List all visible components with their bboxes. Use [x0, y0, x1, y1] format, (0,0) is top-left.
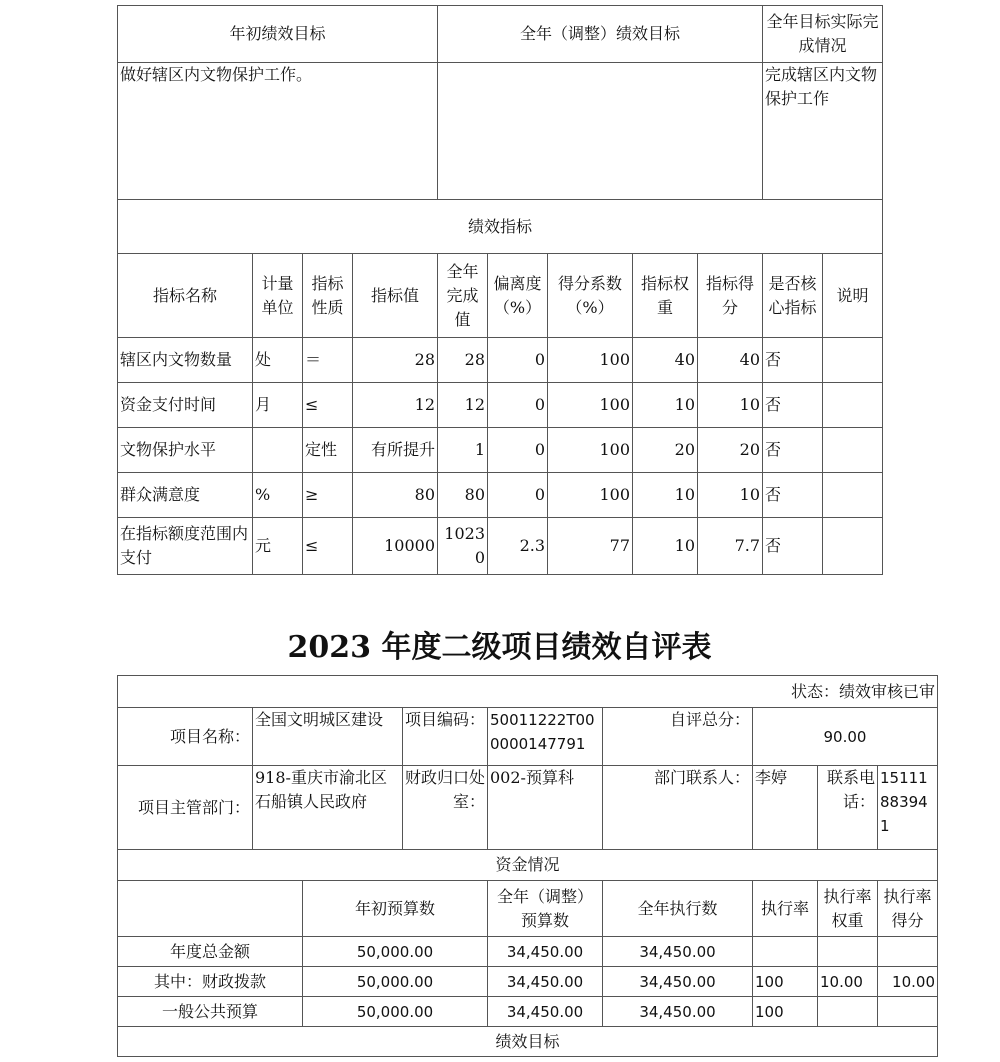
header-note: 说明	[823, 254, 883, 338]
indicator-unit: 处	[253, 338, 303, 383]
header-rate-score: 执行率得分	[878, 881, 938, 937]
indicator-weight: 40	[633, 338, 698, 383]
project-code-value: 50011222T000000147791	[488, 708, 603, 766]
header-indicator-name: 指标名称	[118, 254, 253, 338]
header-executed: 全年执行数	[603, 881, 753, 937]
indicator-score: 7.7	[698, 518, 763, 575]
table-row	[118, 997, 938, 1027]
fund-score	[878, 937, 938, 967]
indicator-deviation: 0	[488, 383, 548, 428]
dept-label: 项目主管部门：	[118, 766, 253, 850]
indicator-coefficient: 100	[548, 473, 633, 518]
table-row	[118, 383, 883, 428]
indicator-deviation: 2.3	[488, 518, 548, 575]
indicator-weight: 20	[633, 428, 698, 473]
indicator-score: 10	[698, 383, 763, 428]
indicator-name: 辖区内文物数量	[118, 338, 253, 383]
indicator-nature: ≤	[303, 383, 353, 428]
header-adjusted-budget: 全年（调整）预算数	[488, 881, 603, 937]
indicator-weight: 10	[633, 473, 698, 518]
indicator-target: 有所提升	[353, 428, 438, 473]
initial-goal-header: 年初绩效目标	[118, 6, 438, 63]
indicator-done: 1	[438, 428, 488, 473]
indicator-coefficient: 100	[548, 428, 633, 473]
project-self-evaluation-table	[117, 675, 938, 1057]
goals-section-title: 绩效目标	[118, 1027, 938, 1057]
funds-header-blank	[118, 881, 303, 937]
header-score: 指标得分	[698, 254, 763, 338]
indicator-core: 否	[763, 338, 823, 383]
indicator-unit: 月	[253, 383, 303, 428]
indicator-name: 在指标额度范围内支付	[118, 518, 253, 575]
fund-initial: 50,000.00	[303, 967, 488, 997]
indicator-unit	[253, 428, 303, 473]
header-nature: 指标性质	[303, 254, 353, 338]
indicator-deviation: 0	[488, 338, 548, 383]
header-target-value: 指标值	[353, 254, 438, 338]
project-name-value: 全国文明城区建设	[253, 708, 403, 766]
indicator-score: 40	[698, 338, 763, 383]
project-name-label: 项目名称：	[118, 708, 253, 766]
finance-office-value: 002-预算科	[488, 766, 603, 850]
fund-executed: 34,450.00	[603, 937, 753, 967]
table-row	[118, 518, 883, 575]
fund-row-label: 一般公共预算	[118, 997, 303, 1027]
self-score-label: 自评总分：	[603, 708, 753, 766]
header-unit: 计量单位	[253, 254, 303, 338]
indicator-deviation: 0	[488, 473, 548, 518]
table-row	[118, 937, 938, 967]
indicator-name: 资金支付时间	[118, 383, 253, 428]
indicator-deviation: 0	[488, 428, 548, 473]
fund-rate	[753, 937, 818, 967]
fund-initial: 50,000.00	[303, 997, 488, 1027]
table-row	[118, 338, 883, 383]
header-execution-rate: 执行率	[753, 881, 818, 937]
table-row	[118, 967, 938, 997]
indicator-target: 12	[353, 383, 438, 428]
fund-weight: 10.00	[818, 967, 878, 997]
indicator-target: 10000	[353, 518, 438, 575]
funds-header-row	[118, 881, 938, 937]
indicator-done: 80	[438, 473, 488, 518]
actual-completion-text: 完成辖区内文物保护工作	[763, 63, 883, 200]
indicator-name: 群众满意度	[118, 473, 253, 518]
indicator-coefficient: 100	[548, 338, 633, 383]
fund-weight	[818, 937, 878, 967]
phone-value: 15111883941	[878, 766, 938, 850]
indicator-target: 80	[353, 473, 438, 518]
fund-rate: 100	[753, 967, 818, 997]
fund-adjusted: 34,450.00	[488, 997, 603, 1027]
header-score-coefficient: 得分系数（%）	[548, 254, 633, 338]
indicator-coefficient: 100	[548, 383, 633, 428]
indicator-note	[823, 473, 883, 518]
indicator-done: 10230	[438, 518, 488, 575]
fund-weight	[818, 997, 878, 1027]
indicators-section-title: 绩效指标	[118, 200, 883, 254]
adjusted-goal-header: 全年（调整）绩效目标	[438, 6, 763, 63]
indicator-note	[823, 518, 883, 575]
status-badge: 状态：绩效审核已审	[118, 676, 938, 708]
header-completed-value: 全年完成值	[438, 254, 488, 338]
funds-section-title: 资金情况	[118, 850, 938, 881]
indicator-core: 否	[763, 518, 823, 575]
fund-row-label: 年度总金额	[118, 937, 303, 967]
fund-rate: 100	[753, 997, 818, 1027]
indicator-done: 28	[438, 338, 488, 383]
self-score-value: 90.00	[753, 708, 938, 766]
indicator-score: 20	[698, 428, 763, 473]
fund-executed: 34,450.00	[603, 967, 753, 997]
fund-score	[878, 997, 938, 1027]
indicator-core: 否	[763, 383, 823, 428]
contact-label: 部门联系人：	[603, 766, 753, 850]
indicator-score: 10	[698, 473, 763, 518]
fund-adjusted: 34,450.00	[488, 967, 603, 997]
fund-score: 10.00	[878, 967, 938, 997]
dept-value: 918-重庆市渝北区石船镇人民政府	[253, 766, 403, 850]
indicator-nature: ＝	[303, 338, 353, 383]
actual-completion-header: 全年目标实际完成情况	[763, 6, 883, 63]
indicator-note	[823, 383, 883, 428]
initial-goal-text: 做好辖区内文物保护工作。	[118, 63, 438, 200]
indicator-core: 否	[763, 473, 823, 518]
project-code-label: 项目编码：	[403, 708, 488, 766]
table-row	[118, 428, 883, 473]
header-deviation: 偏离度（%）	[488, 254, 548, 338]
performance-goals-table	[117, 5, 883, 575]
indicator-coefficient: 77	[548, 518, 633, 575]
indicator-name: 文物保护水平	[118, 428, 253, 473]
header-weight: 指标权重	[633, 254, 698, 338]
adjusted-goal-text	[438, 63, 763, 200]
finance-office-label: 财政归口处室：	[403, 766, 488, 850]
form-title: 2023 年度二级项目绩效自评表	[287, 630, 712, 665]
table-row	[118, 473, 883, 518]
indicator-done: 12	[438, 383, 488, 428]
fund-executed: 34,450.00	[603, 997, 753, 1027]
fund-initial: 50,000.00	[303, 937, 488, 967]
indicator-note	[823, 338, 883, 383]
fund-row-label: 其中：财政拨款	[118, 967, 303, 997]
header-core-indicator: 是否核心指标	[763, 254, 823, 338]
indicator-weight: 10	[633, 518, 698, 575]
indicator-note	[823, 428, 883, 473]
indicators-header-row	[118, 254, 883, 338]
indicator-unit: 元	[253, 518, 303, 575]
header-rate-weight: 执行率权重	[818, 881, 878, 937]
indicator-nature: ≤	[303, 518, 353, 575]
indicator-core: 否	[763, 428, 823, 473]
indicator-target: 28	[353, 338, 438, 383]
header-initial-budget: 年初预算数	[303, 881, 488, 937]
phone-label: 联系电话：	[818, 766, 878, 850]
indicator-nature: 定性	[303, 428, 353, 473]
indicator-weight: 10	[633, 383, 698, 428]
fund-adjusted: 34,450.00	[488, 937, 603, 967]
indicator-nature: ≥	[303, 473, 353, 518]
indicator-unit: %	[253, 473, 303, 518]
contact-value: 李婷	[753, 766, 818, 850]
